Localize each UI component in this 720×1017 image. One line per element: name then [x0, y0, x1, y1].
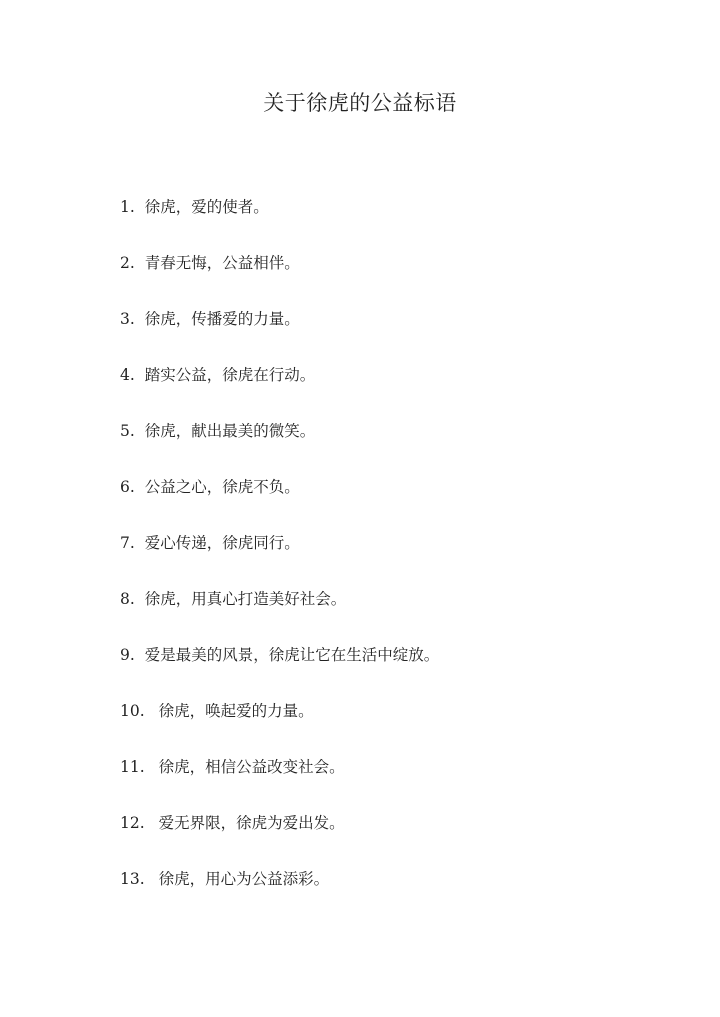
list-item: [120, 248, 680, 304]
item-text: 公益之心，徐虎不负。: [144, 478, 300, 496]
list-item: [120, 584, 680, 640]
list-item: [120, 808, 680, 864]
item-number: 1.: [120, 198, 135, 216]
list-item: [120, 472, 680, 528]
item-text: 徐虎，献出最美的微笑。: [144, 422, 316, 440]
item-text: 爱是最美的风景，徐虎让它在生活中绽放。: [144, 646, 440, 664]
item-text: 徐虎，唤起爱的力量。: [158, 702, 314, 720]
list-item: [120, 640, 680, 696]
item-number: 3.: [120, 310, 135, 328]
list-item: [120, 528, 680, 584]
item-number: 7.: [120, 534, 135, 552]
item-text: 踏实公益，徐虎在行动。: [144, 366, 316, 384]
item-number: 12.: [120, 814, 145, 832]
item-number: 9.: [120, 646, 135, 664]
document-title: 关于徐虎的公益标语: [263, 91, 457, 115]
item-text: 徐虎，用真心打造美好社会。: [144, 590, 347, 608]
list-item: [120, 360, 680, 416]
item-number: 13.: [120, 870, 145, 888]
item-text: 徐虎，相信公益改变社会。: [158, 758, 345, 776]
item-text: 青春无悔，公益相伴。: [144, 254, 300, 272]
slogan-list: [120, 192, 680, 920]
list-item: [120, 752, 680, 808]
item-text: 爱无界限，徐虎为爱出发。: [158, 814, 345, 832]
item-number: 8.: [120, 590, 135, 608]
item-number: 10.: [120, 702, 145, 720]
list-item: [120, 304, 680, 360]
item-number: 6.: [120, 478, 135, 496]
item-number: 2.: [120, 254, 135, 272]
list-item: [120, 416, 680, 472]
item-number: 11.: [120, 758, 145, 776]
item-text: 徐虎，爱的使者。: [144, 198, 269, 216]
list-item: [120, 696, 680, 752]
item-text: 徐虎，传播爱的力量。: [144, 310, 300, 328]
list-item: [120, 864, 680, 920]
item-number: 5.: [120, 422, 135, 440]
item-text: 爱心传递，徐虎同行。: [144, 534, 300, 552]
item-number: 4.: [120, 366, 135, 384]
list-item: [120, 192, 680, 248]
item-text: 徐虎，用心为公益添彩。: [158, 870, 330, 888]
